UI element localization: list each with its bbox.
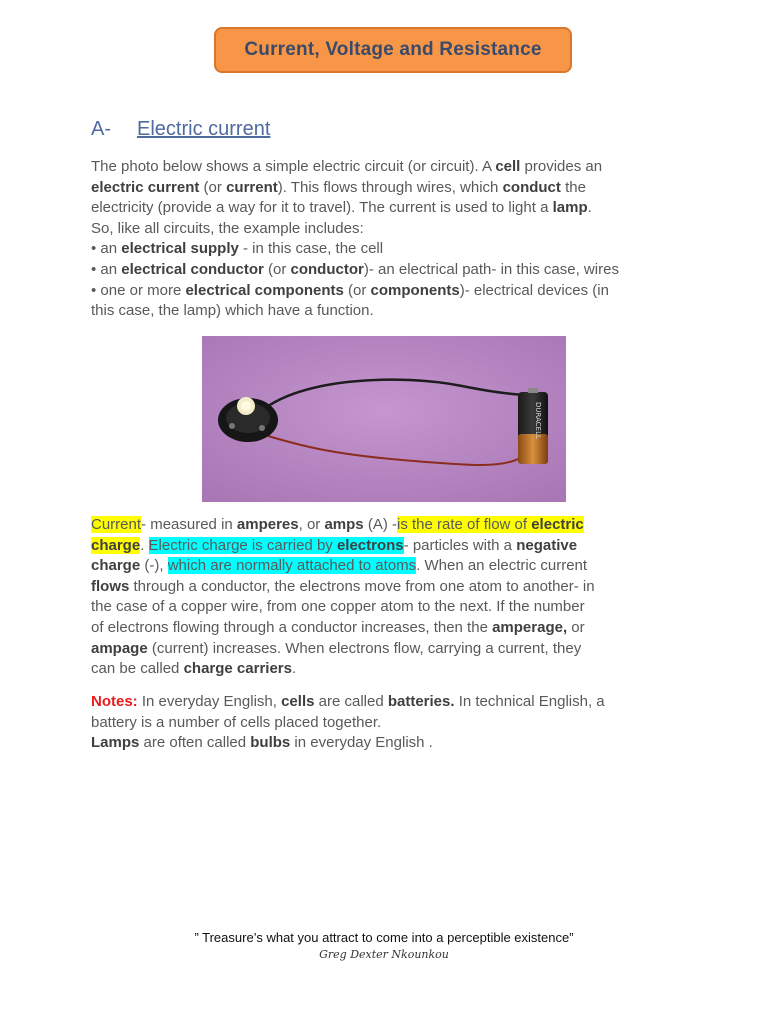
section-heading [91,118,270,141]
intro-paragraph: The photo below shows a simple electric circuit (or circuit). A cell provides an electric current (or current). This flows through wires, which conduct the electricity (provide a way for it to travel). The current is used to light a lamp. So, like all circuits, the example includes: • an electrical supply - in this case, the cell • an electrical conductor (or conductor)- an electrical path- in this case, wires • one or more electrical components (or components)- electrical devices (in this case, the lamp) which have a function. [91,157,691,322]
circuit-illustration [202,336,566,502]
page-title: Current, Voltage and Resistance [244,39,542,60]
list-item: • one or more electrical components (or components)- electrical devices (in [91,281,609,299]
notes-paragraph: Notes: In everyday English, cells are called batteries. In technical English, a battery is a number of cells placed together. Lamps are often called bulbs in everyday English . [91,693,605,752]
footer-quote: ” Treasure’s what you attract to come into a perceptible existence” [194,930,574,945]
title-box [214,27,572,73]
list-item: • an electrical supply - in this case, the cell [91,240,384,258]
current-paragraph: Current- measured in amperes, or amps (A) -is the rate of flow of electric charge. Electric charge is carried by electrons- particles with a negative charge (-), which are normally attached to atoms. When an electric current flows through a conductor, the electrons move from one atom to another- in the case of a copper wire, from one copper atom to the next. If the number of electrons flowing through a conductor increases, then the amperage, or ampage (current) increases. When electrons flow, carrying a current, they can be called charge carriers. [91,516,595,678]
svg-text:DURACELL: DURACELL [534,402,542,439]
list-item: • an electrical conductor (or conductor)- an electrical path- in this case, wires [91,260,619,278]
footer-signature: Greg Dexter Nkounkou [319,948,449,961]
section-number: A- [91,118,111,140]
section-title: Electric current [137,118,271,140]
circuit-photo [202,336,566,502]
notes-label: Notes: [91,693,138,710]
